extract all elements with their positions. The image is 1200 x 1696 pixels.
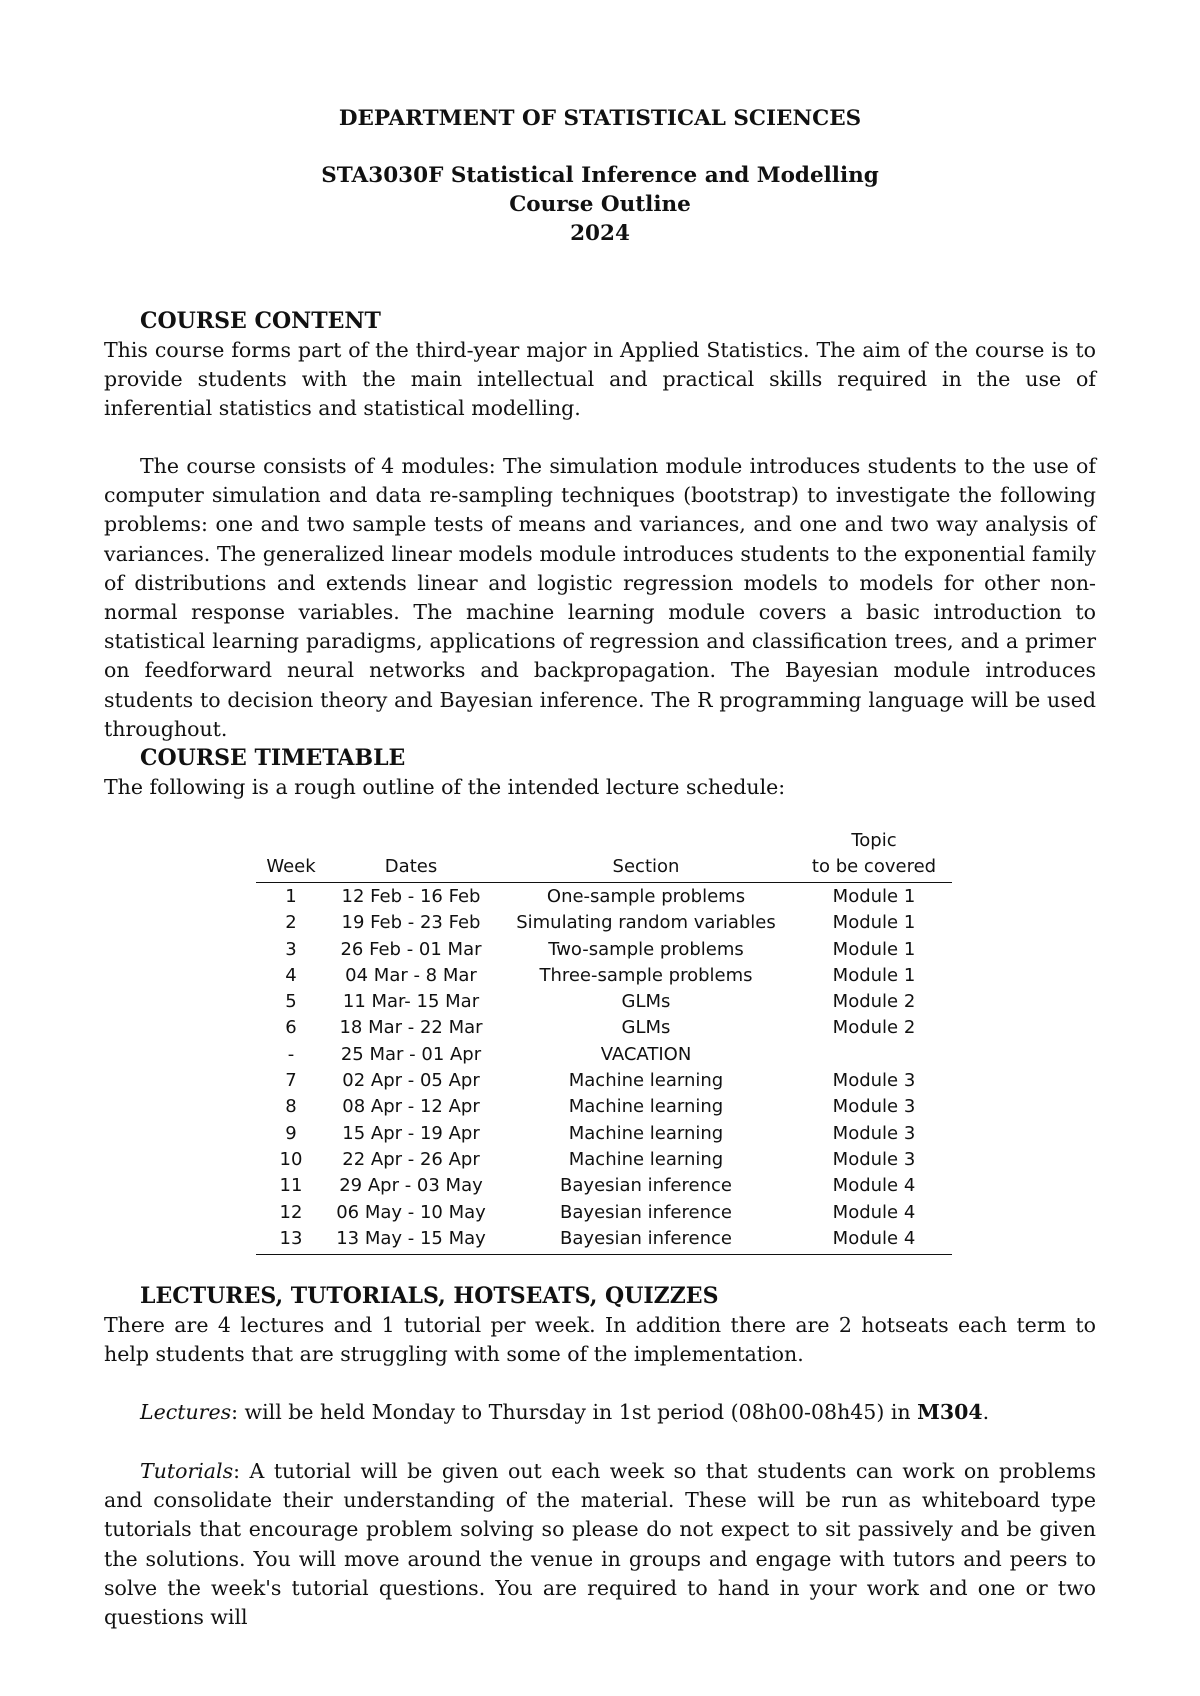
table-row <box>256 1068 952 1094</box>
course-content-paragraph-2: The course consists of 4 modules: The simulation module introduces students to the use of computer simulation and data re-sampling techniques (bootstrap) to investigate the following problems: one and two sample tests of means and variances, and one and two way analysis of variances. The generalized linear models module introduces students to the exponential family of distributions and extends linear and logistic regression models to models for other non-normal response variables. The machine learning module covers a basic introduction to statistical learning paradigms, applications of regression and classification trees, and a primer on feedforward neural networks and backpropagation. The Bayesian module introduces students to decision theory and Bayesian inference. The R programming language will be used throughout. <box>104 454 1096 741</box>
table-row <box>256 989 952 1015</box>
row-topic: Module 3 <box>832 1096 916 1118</box>
row-week: 10 <box>279 1148 303 1170</box>
course-content-heading: COURSE CONTENT <box>140 308 381 334</box>
lectures-label: Lectures <box>140 1400 232 1424</box>
row-week: 8 <box>285 1096 297 1118</box>
row-section: Three-sample problems <box>539 964 753 986</box>
row-topic: Module 3 <box>832 1122 916 1144</box>
lectures-end: . <box>982 1400 990 1424</box>
row-dates: 22 Apr - 26 Apr <box>342 1148 480 1170</box>
lectures-heading: LECTURES, TUTORIALS, HOTSEATS, QUIZZES <box>140 1283 719 1309</box>
row-topic: Module 1 <box>832 912 916 934</box>
course-title: STA3030F Statistical Inference and Modelling <box>321 163 879 188</box>
column-header-section: Section <box>612 856 680 877</box>
column-header-topic: Topic <box>851 830 897 851</box>
row-week: 6 <box>285 1017 297 1039</box>
row-dates: 08 Apr - 12 Apr <box>342 1096 480 1118</box>
table-row <box>256 1173 952 1199</box>
document-type: Course Outline <box>509 192 691 217</box>
table-row <box>256 963 952 989</box>
table-row <box>256 937 952 963</box>
department-title: DEPARTMENT OF STATISTICAL SCIENCES <box>338 106 862 131</box>
row-section: Machine learning <box>568 1096 724 1118</box>
row-section: Two-sample problems <box>548 938 744 960</box>
table-row <box>256 1042 952 1068</box>
row-dates: 11 Mar- 15 Mar <box>342 991 480 1013</box>
lectures-text: : will be held Monday to Thursday in 1st period (08h00-08h45) in <box>231 1400 918 1424</box>
row-section: GLMs <box>621 991 671 1013</box>
row-section: One-sample problems <box>546 886 746 907</box>
row-dates: 29 Apr - 03 May <box>339 1175 483 1197</box>
row-week: 9 <box>285 1122 297 1144</box>
lectures-intro-paragraph: There are 4 lectures and 1 tutorial per week. In addition there are 2 hotseats each term to help students that are struggling with some of the implementation. <box>104 1313 1096 1367</box>
row-section: VACATION <box>600 1043 692 1065</box>
row-week: 1 <box>285 886 297 907</box>
timetable-header-row <box>256 824 952 882</box>
row-dates: 26 Feb - 01 Mar <box>340 938 482 960</box>
row-topic: Module 1 <box>832 964 916 986</box>
row-week: 11 <box>279 1175 303 1197</box>
column-header-dates: Dates <box>384 856 438 877</box>
row-dates: 02 Apr - 05 Apr <box>342 1070 480 1092</box>
tutorials-label: Tutorials <box>140 1459 234 1483</box>
row-week: 5 <box>285 991 297 1013</box>
row-week: 12 <box>279 1201 303 1223</box>
table-row <box>256 884 952 910</box>
row-section: Bayesian inference <box>560 1227 732 1249</box>
row-dates: 04 Mar - 8 Mar <box>345 964 477 986</box>
row-section: Machine learning <box>568 1122 724 1144</box>
row-week: 2 <box>285 912 297 934</box>
row-dates: 25 Mar - 01 Apr <box>340 1043 482 1065</box>
row-section: Machine learning <box>568 1070 724 1092</box>
row-topic: Module 2 <box>832 1017 916 1039</box>
lecture-venue: M304 <box>917 1400 983 1424</box>
row-section: Bayesian inference <box>560 1201 732 1223</box>
row-dates: 13 May - 15 May <box>336 1227 486 1249</box>
table-row <box>256 1147 952 1173</box>
row-section: Simulating random variables <box>516 912 776 934</box>
table-row <box>256 1015 952 1041</box>
row-section: GLMs <box>621 1017 671 1039</box>
table-row <box>256 1200 952 1226</box>
row-week: 4 <box>285 964 297 986</box>
tutorials-paragraph <box>104 1457 1096 1632</box>
timetable-body <box>256 884 952 1252</box>
column-header-week: Week <box>266 856 316 877</box>
document-year: 2024 <box>570 221 630 246</box>
row-topic: Module 4 <box>832 1227 916 1249</box>
timetable-intro: The following is a rough outline of the intended lecture schedule: <box>104 775 786 799</box>
row-section: Machine learning <box>568 1148 724 1170</box>
row-dates: 15 Apr - 19 Apr <box>342 1122 480 1144</box>
tutorials-text: : A tutorial will be given out each week so that students can work on problems and consolidate their understanding of the material. These will be run as whiteboard type tutorials that encourage problem solving so please do not expect to sit passively and be given the solutions. You will move around the venue in groups and engage with tutors and peers to solve the week's tutorial questions. You are required to hand in your work and one or two questions will <box>104 1459 1096 1630</box>
row-topic: Module 1 <box>832 886 916 907</box>
row-dates: 18 Mar - 22 Mar <box>339 1017 483 1039</box>
row-week: 7 <box>285 1070 297 1092</box>
row-dates: 19 Feb - 23 Feb <box>341 912 481 934</box>
row-week: - <box>287 1043 295 1065</box>
table-row <box>256 1226 952 1252</box>
row-topic: Module 4 <box>832 1201 916 1223</box>
table-row <box>256 1094 952 1120</box>
row-section: Bayesian inference <box>560 1175 732 1197</box>
column-header-topic-subtitle: to be covered <box>811 856 937 877</box>
row-dates: 06 May - 10 May <box>336 1201 486 1223</box>
row-topic: Module 3 <box>832 1070 916 1092</box>
course-content-paragraph-1: This course forms part of the third-year major in Applied Statistics. The aim of the course is to provide students with the main intellectual and practical skills required in the use of inferential statistics and statistical modelling. <box>104 338 1096 421</box>
row-topic: Module 4 <box>832 1175 916 1197</box>
table-row <box>256 910 952 936</box>
row-topic: Module 3 <box>832 1148 916 1170</box>
row-week: 13 <box>279 1227 303 1249</box>
row-topic: Module 2 <box>832 991 916 1013</box>
row-topic: Module 1 <box>832 938 916 960</box>
table-bottom-rule <box>256 1254 952 1255</box>
lectures-schedule-paragraph <box>104 1398 1096 1427</box>
timetable-heading: COURSE TIMETABLE <box>140 745 406 771</box>
row-week: 3 <box>285 938 297 960</box>
table-header-rule <box>256 882 952 883</box>
row-dates: 12 Feb - 16 Feb <box>341 886 481 907</box>
table-row <box>256 1121 952 1147</box>
timetable-table <box>256 824 952 1249</box>
